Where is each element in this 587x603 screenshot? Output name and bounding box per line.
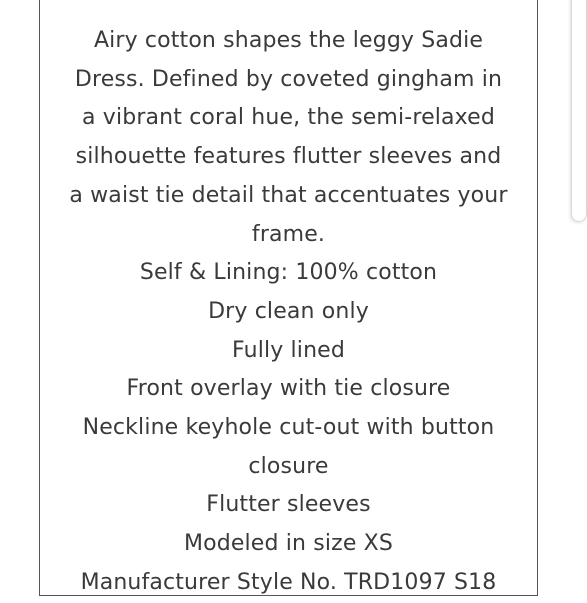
- detail-overlay: Front overlay with tie closure: [126, 376, 451, 402]
- description-line: frame.: [251, 221, 326, 247]
- detail-care: Dry clean only: [208, 298, 369, 324]
- detail-neckline: Neckline keyhole cut-out with button: [82, 415, 495, 441]
- description-line: a vibrant coral hue, the semi-relaxed: [82, 105, 495, 131]
- detail-neckline: closure: [248, 453, 329, 479]
- detail-style-number: Manufacturer Style No. TRD1097 S18: [80, 569, 497, 595]
- product-description: [40, 22, 537, 603]
- description-line: a waist tie detail that accentuates your: [69, 182, 508, 208]
- description-line: Airy cotton shapes the leggy Sadie: [93, 28, 484, 53]
- detail-model-size: Modeled in size XS: [184, 531, 393, 557]
- product-description-box: [39, 0, 538, 596]
- description-line: silhouette features flutter sleeves and: [75, 144, 502, 170]
- detail-lining: Fully lined: [232, 337, 345, 363]
- scrollbar-thumb[interactable]: [571, 0, 587, 222]
- description-line: Dress. Defined by coveted gingham in: [74, 66, 503, 92]
- detail-sleeves: Flutter sleeves: [206, 492, 371, 518]
- detail-fabric: Self & Lining: 100% cotton: [139, 260, 438, 286]
